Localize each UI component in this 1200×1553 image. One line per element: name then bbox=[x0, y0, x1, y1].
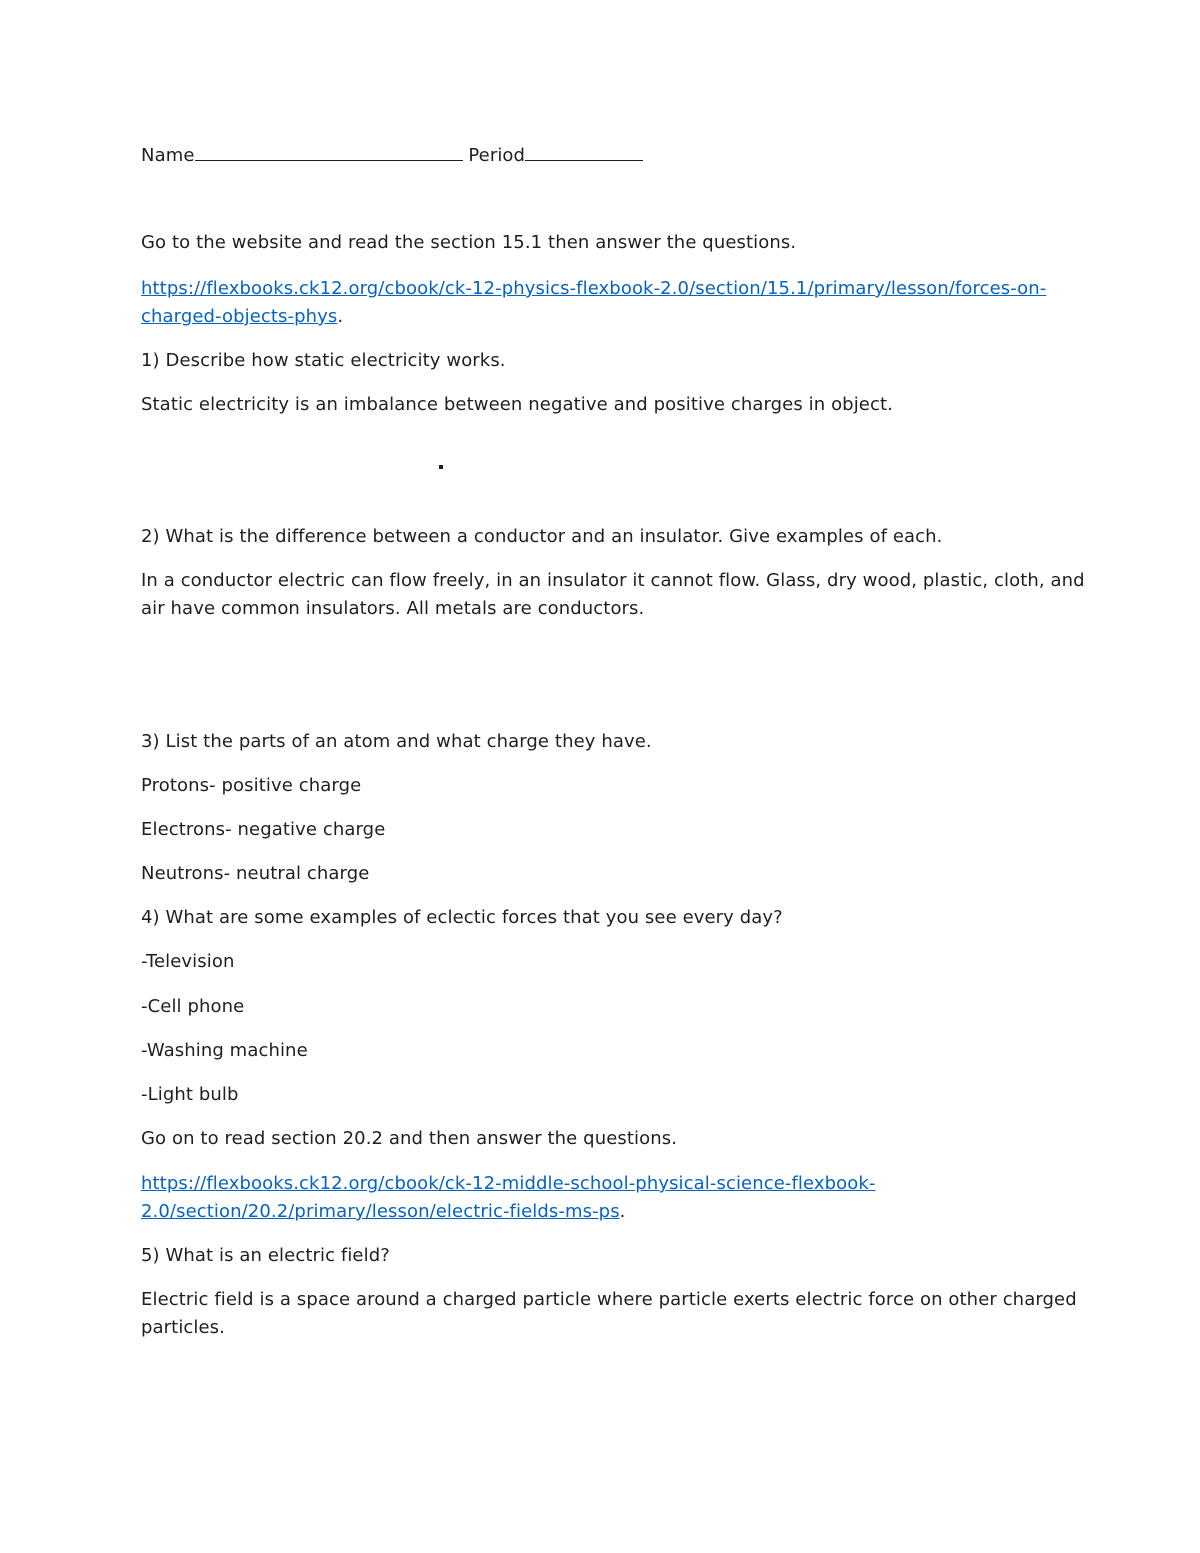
question-2: 2) What is the difference between a conductor and an insulator. Give examples of each. bbox=[141, 526, 943, 547]
answer-3-item: Electrons- negative charge bbox=[141, 819, 386, 840]
answer-2-line-1: In a conductor electric can flow freely, in an insulator it cannot flow. Glass, dry wood, plastic, cloth, and bbox=[141, 570, 1085, 591]
header-line bbox=[141, 142, 643, 170]
answer-5-line-2: particles. bbox=[141, 1317, 225, 1338]
link-2-part-2[interactable]: 2.0/section/20.2/primary/lesson/electric-fields-ms-ps bbox=[141, 1201, 620, 1222]
link-2-period: . bbox=[619, 1201, 626, 1222]
name-blank[interactable] bbox=[195, 142, 463, 161]
link-1-period: . bbox=[337, 306, 344, 327]
answer-2-line-2: air have common insulators. All metals are conductors. bbox=[141, 598, 645, 619]
answer-4-item: -Television bbox=[141, 951, 235, 972]
answer-3-item: Neutrons- neutral charge bbox=[141, 863, 370, 884]
question-4: 4) What are some examples of eclectic forces that you see every day? bbox=[141, 907, 783, 928]
period-label: Period bbox=[468, 145, 526, 166]
stray-mark bbox=[439, 465, 443, 469]
answer-5-line-1: Electric field is a space around a charged particle where particle exerts electric force on other charged bbox=[141, 1289, 1077, 1310]
answer-4-item: -Light bulb bbox=[141, 1084, 239, 1105]
link-2-line-1 bbox=[141, 1170, 876, 1198]
answer-3-item: Protons- positive charge bbox=[141, 775, 362, 796]
link-2-line-2 bbox=[141, 1198, 626, 1226]
question-5: 5) What is an electric field? bbox=[141, 1245, 390, 1266]
intro-instruction-1: Go to the website and read the section 15.1 then answer the questions. bbox=[141, 232, 797, 253]
question-3: 3) List the parts of an atom and what charge they have. bbox=[141, 731, 652, 752]
link-1-line-1 bbox=[141, 275, 1046, 303]
answer-4-item: -Washing machine bbox=[141, 1040, 308, 1061]
question-1: 1) Describe how static electricity works. bbox=[141, 350, 506, 371]
link-1-line-2 bbox=[141, 303, 343, 331]
answer-1: Static electricity is an imbalance between negative and positive charges in object. bbox=[141, 394, 893, 415]
answer-4-item: -Cell phone bbox=[141, 996, 245, 1017]
link-1-part-1[interactable]: https://flexbooks.ck12.org/cbook/ck-12-physics-flexbook-2.0/section/15.1/primary/lesson/forces-on- bbox=[141, 278, 1047, 299]
name-label: Name bbox=[141, 145, 195, 166]
link-2-part-1[interactable]: https://flexbooks.ck12.org/cbook/ck-12-middle-school-physical-science-flexbook- bbox=[141, 1173, 876, 1194]
link-1-part-2[interactable]: charged-objects-phys bbox=[141, 306, 338, 327]
period-blank[interactable] bbox=[525, 142, 643, 161]
intro-instruction-2: Go on to read section 20.2 and then answer the questions. bbox=[141, 1128, 678, 1149]
